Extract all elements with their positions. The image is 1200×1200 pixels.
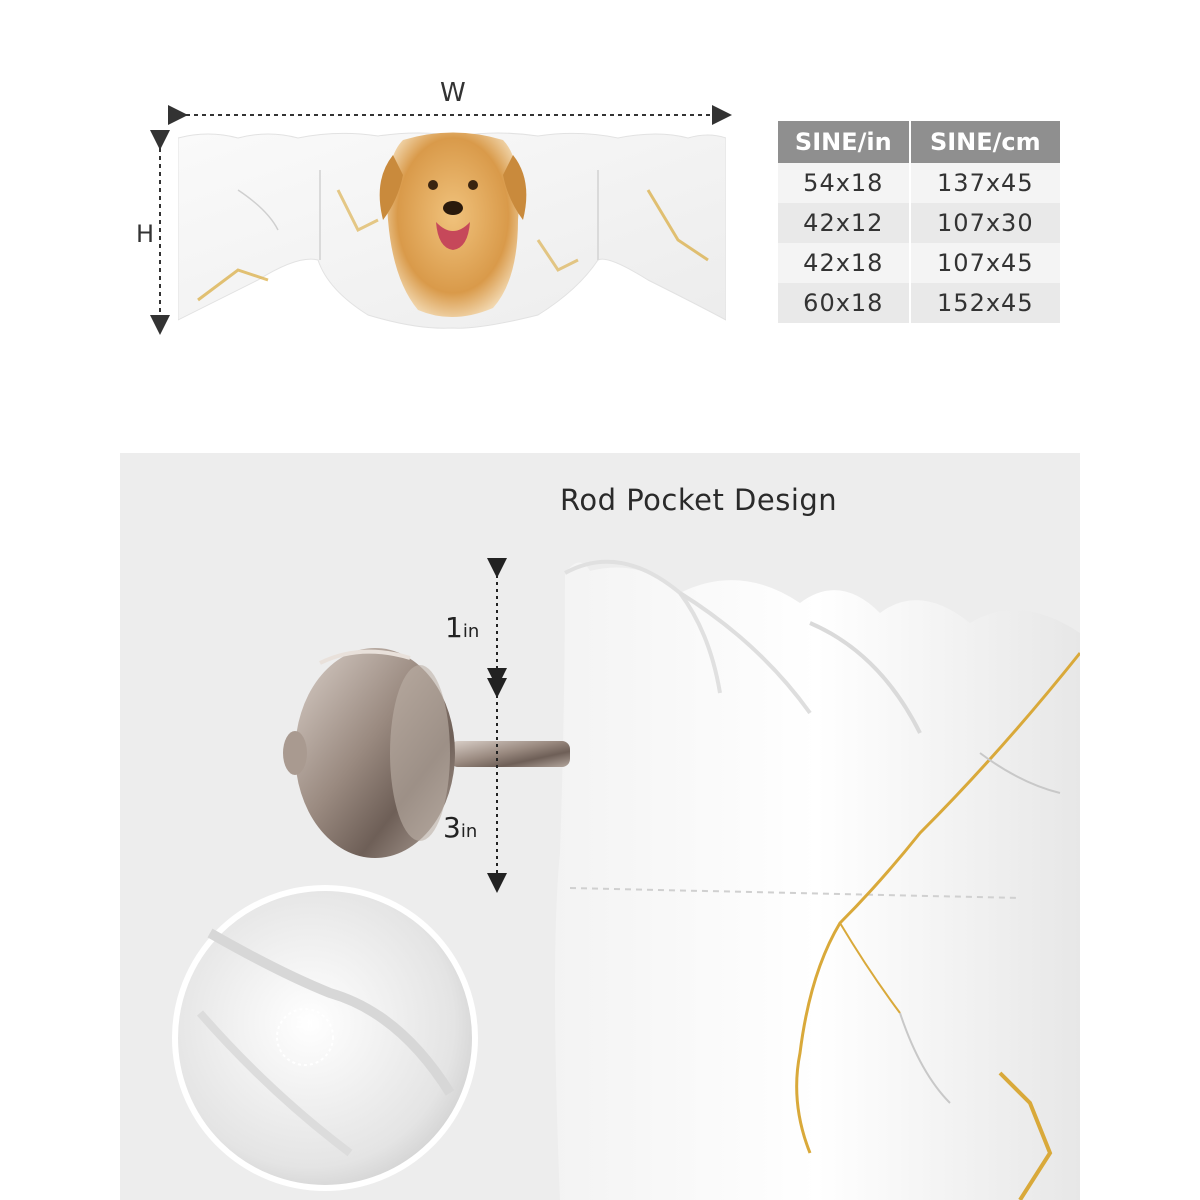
size-cm-cell: 152x45 [910, 283, 1060, 323]
header-size-cm: SINE/cm [910, 121, 1060, 163]
header-size-inches: SINE/in [778, 121, 910, 163]
size-cm-cell: 107x30 [910, 203, 1060, 243]
rod-pocket-title: Rod Pocket Design [560, 483, 838, 517]
height-label: H [136, 220, 155, 248]
size-cm-cell: 137x45 [910, 163, 1060, 203]
pocket-size-label: 3in [443, 811, 478, 844]
rod-pocket-scene [120, 453, 1080, 1200]
size-inches-cell: 60x18 [778, 283, 910, 323]
top-heading-label: 1in [445, 611, 480, 644]
detail-size-label: 3in [295, 1013, 320, 1032]
table-row [778, 203, 1060, 243]
size-table [778, 121, 1060, 323]
size-cm-cell: 107x45 [910, 243, 1060, 283]
width-label: W [440, 78, 466, 108]
curtain-fabric [555, 562, 1080, 1200]
size-inches-cell: 42x18 [778, 243, 910, 283]
curtain-rod-finial [283, 648, 570, 858]
rod-pocket-panel [120, 453, 1080, 1200]
size-inches-cell: 42x12 [778, 203, 910, 243]
table-row [778, 283, 1060, 323]
pocket-detail-circle [175, 888, 475, 1188]
valance-image [178, 130, 726, 330]
size-inches-cell: 54x18 [778, 163, 910, 203]
table-row [778, 243, 1060, 283]
table-row [778, 163, 1060, 203]
